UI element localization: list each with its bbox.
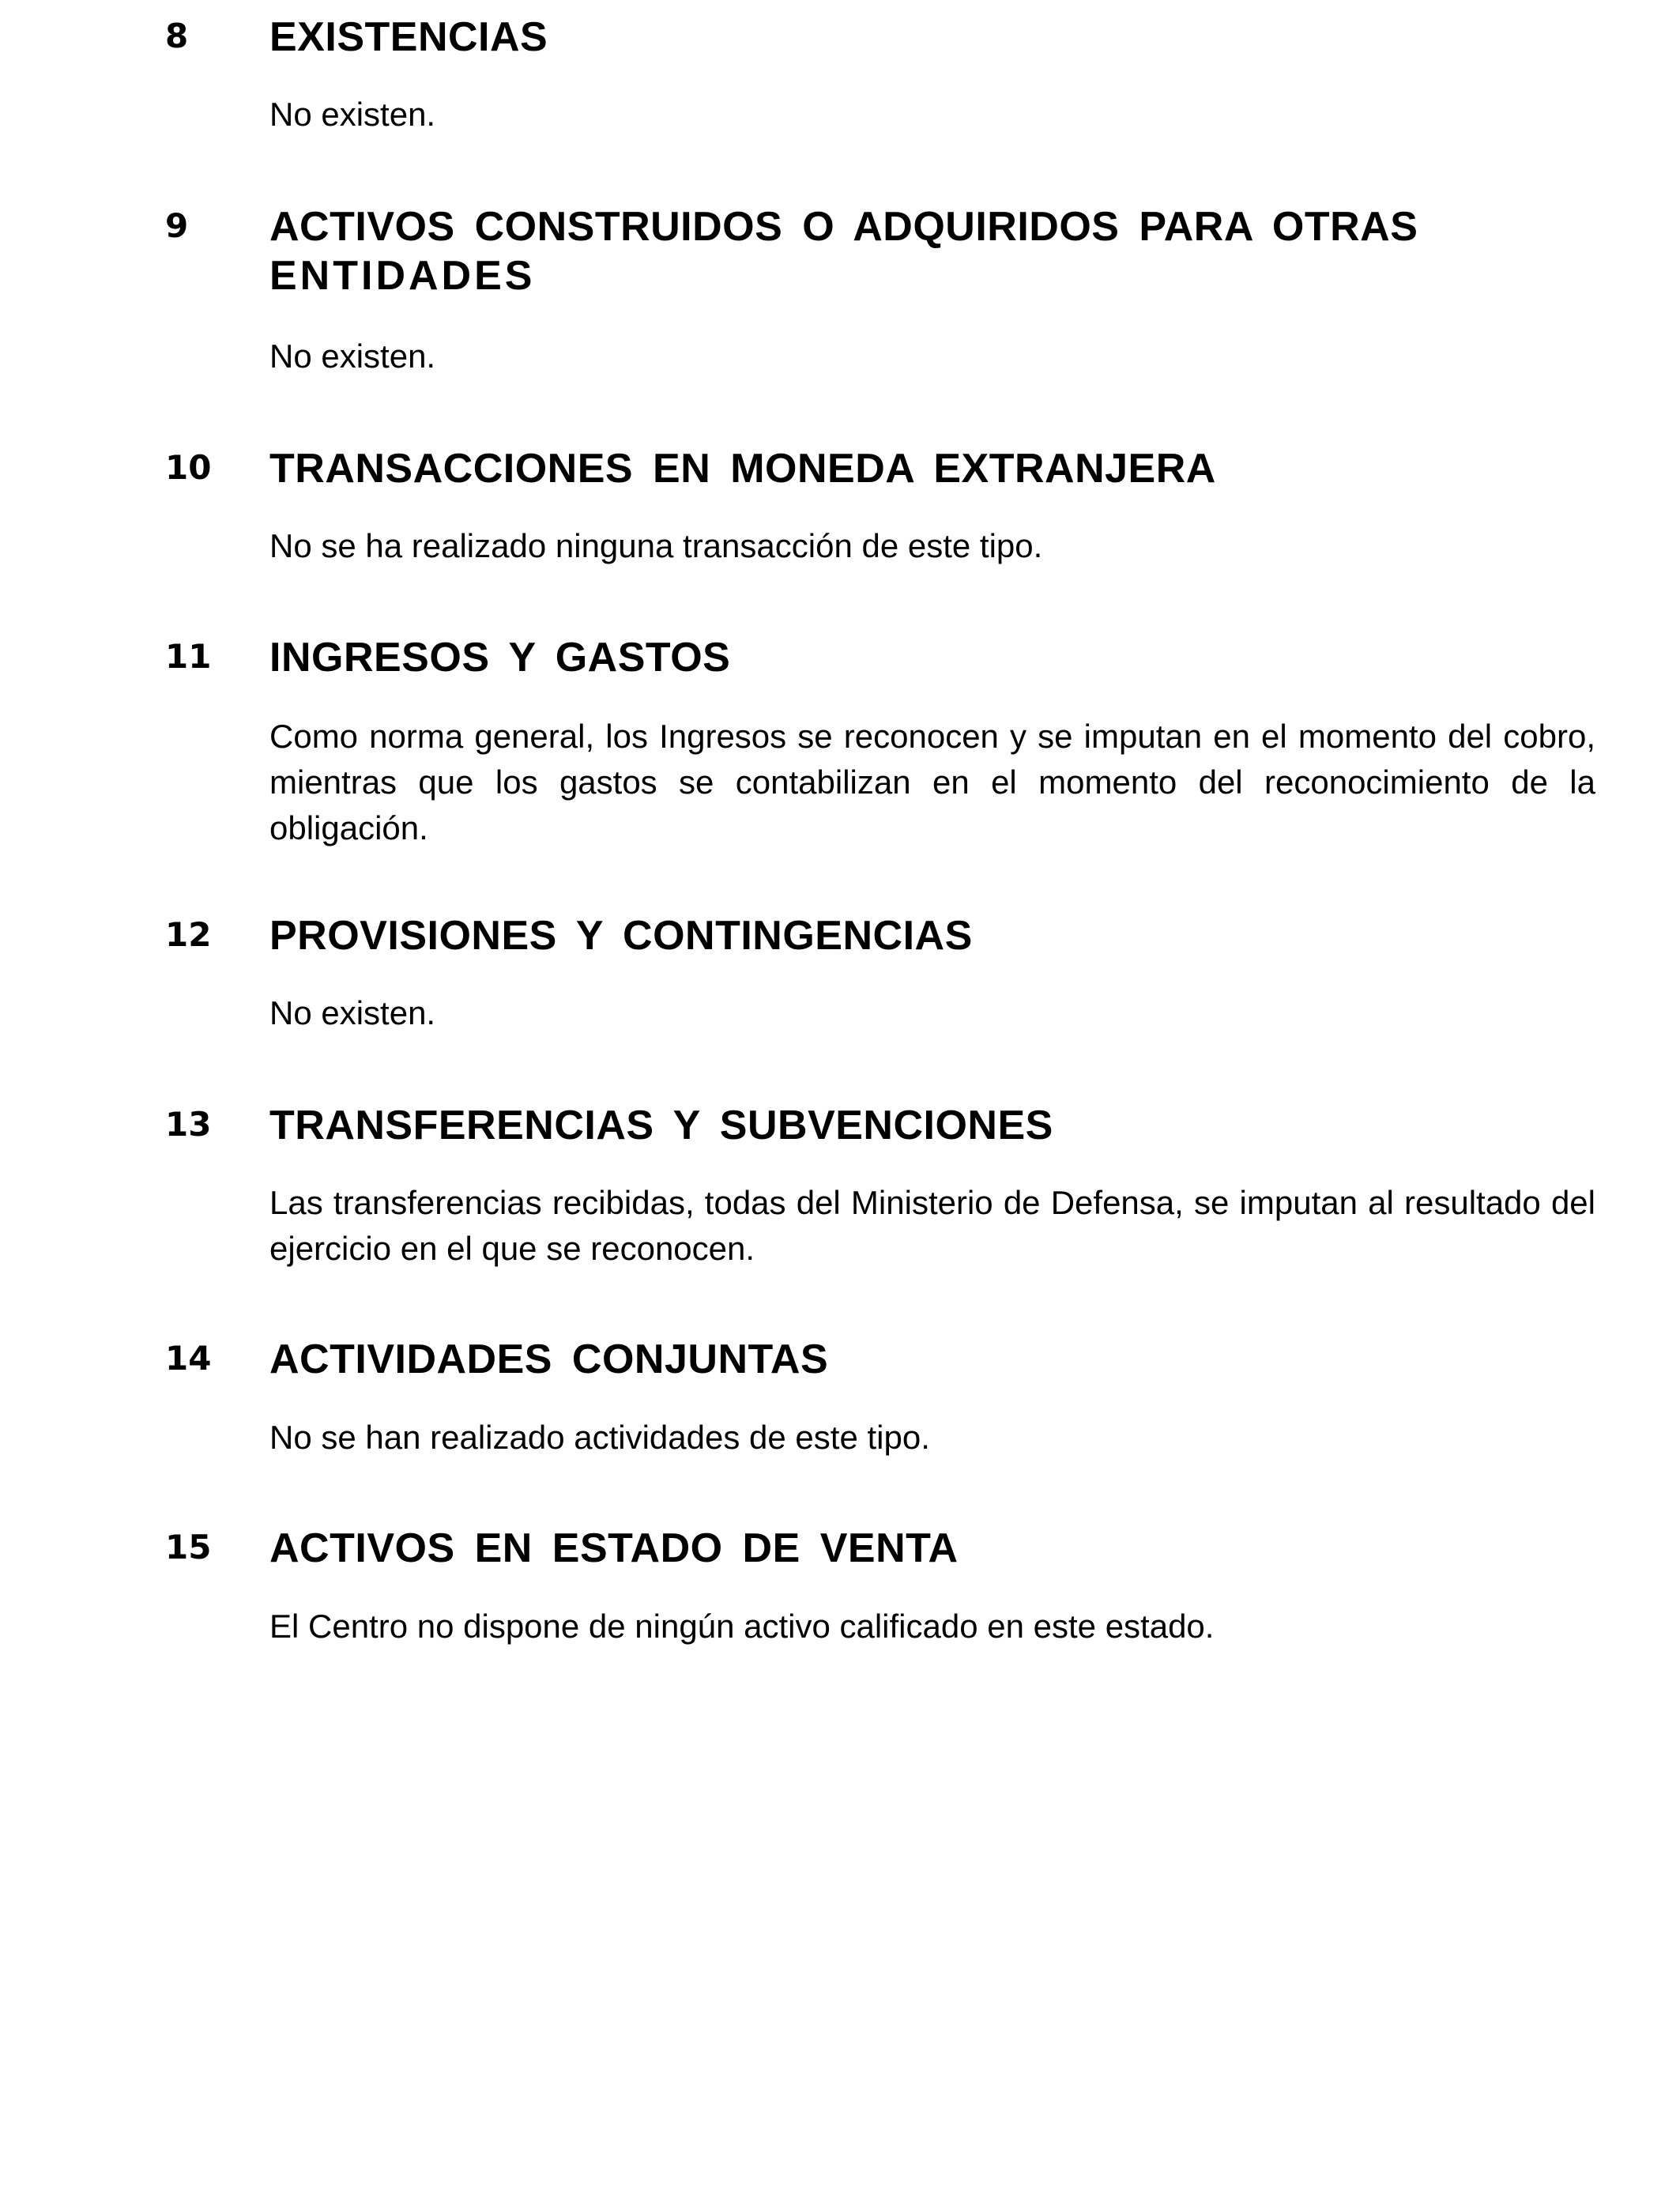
section-title: ACTIVIDADES CONJUNTAS (269, 1336, 829, 1382)
section-body: Como norma general, los Ingresos se reconocen y se imputan en el momento del cobro, mientras que los gastos se contabilizan en el momento del reconocimiento de la obligación. (269, 718, 1595, 846)
section-title: TRANSACCIONES EN MONEDA EXTRANJERA (269, 446, 1216, 492)
section-body: No se ha realizado ninguna transacción de este tipo. (269, 527, 1043, 564)
section-title: TRANSFERENCIAS Y SUBVENCIONES (269, 1103, 1053, 1148)
section-body: Las transferencias recibidas, todas del Ministerio de Defensa, se imputan al resultado del ejercicio en el que se reconocen. (269, 1184, 1595, 1267)
section-title: PROVISIONES Y CONTINGENCIAS (269, 913, 973, 959)
section-title (269, 202, 1613, 300)
section-title: EXISTENCIAS (269, 14, 548, 60)
section-title: INGRESOS Y GASTOS (269, 635, 731, 680)
section-number: 10 (165, 448, 212, 487)
section-body: No se han realizado actividades de este tipo. (269, 1419, 930, 1456)
section-number: 15 (165, 1528, 212, 1566)
section-number: 12 (165, 915, 212, 954)
section-number: 14 (165, 1339, 212, 1378)
section-number: 13 (165, 1105, 212, 1144)
section-body: El Centro no dispone de ningún activo calificado en este estado. (269, 1608, 1215, 1645)
section-number: 9 (165, 206, 189, 245)
section-title-line-2: ENTIDADES (269, 253, 536, 299)
section-body: No existen. (269, 337, 436, 375)
section-body: No existen. (269, 994, 436, 1031)
section-title-line-1: ACTIVOS CONSTRUIDOS O ADQUIRIDOS PARA OTRAS (269, 204, 1418, 250)
section-body: No existen. (269, 96, 436, 133)
section-number: 8 (165, 17, 189, 55)
section-number: 11 (165, 637, 212, 676)
section-title: ACTIVOS EN ESTADO DE VENTA (269, 1525, 959, 1571)
